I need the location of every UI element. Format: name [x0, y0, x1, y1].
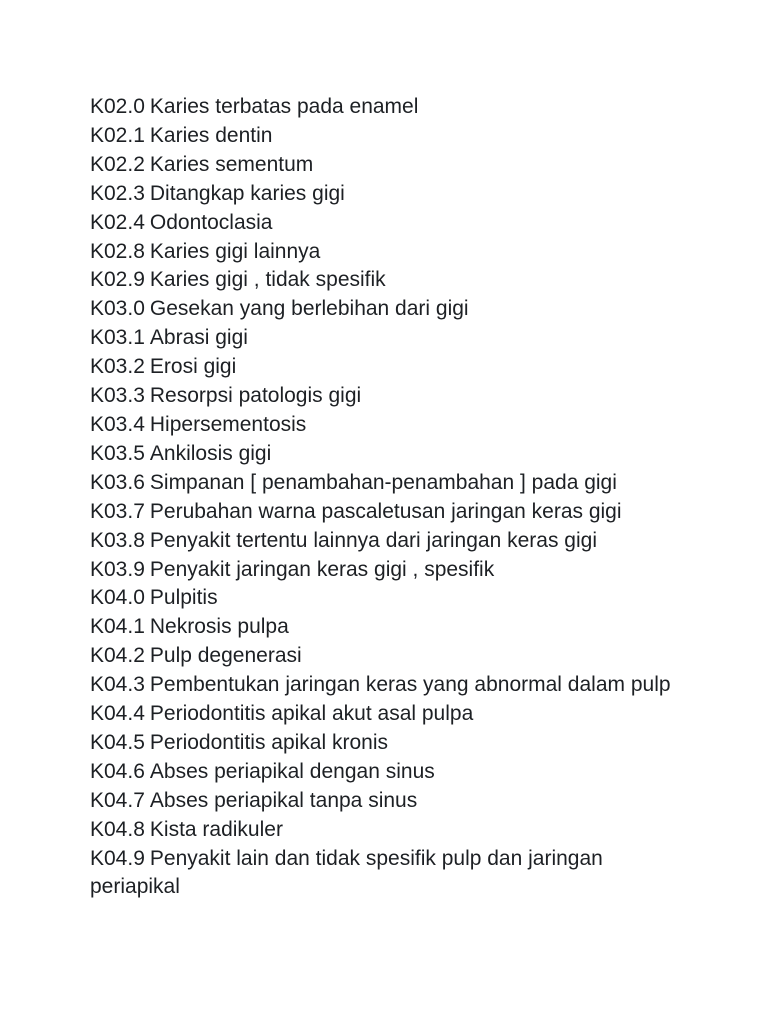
list-item: [90, 584, 680, 613]
entry-code: K03.6: [90, 470, 145, 494]
entry-code: K04.1: [90, 615, 145, 639]
entry-code: K04.4: [90, 702, 145, 726]
entry-code: K04.2: [90, 644, 145, 668]
entry-code: K02.0: [90, 95, 145, 118]
entry-label: Abses periapikal dengan sinus: [149, 759, 435, 783]
list-item: [90, 758, 680, 787]
entry-label: Pulp degenerasi: [149, 644, 302, 668]
entry-code: K03.3: [90, 384, 145, 408]
list-item: [90, 180, 680, 209]
list-item: [90, 671, 680, 700]
list-item: [90, 209, 680, 238]
list-item: [90, 295, 680, 324]
entry-code: K04.9: [90, 846, 145, 870]
entry-label: Karies sementum: [149, 152, 314, 176]
entry-code: K04.6: [90, 759, 145, 783]
entry-label: Simpanan [ penambahan-penambahan ] pada gigi: [149, 470, 617, 494]
list-item: [90, 353, 680, 382]
list-item: [90, 382, 680, 411]
entry-label: Pulpitis: [149, 586, 218, 610]
entry-label: Odontoclasia: [149, 210, 273, 234]
entry-label: Kista radikuler: [149, 817, 283, 841]
list-item: [90, 613, 680, 642]
entry-label: Perubahan warna pascaletusan jaringan keras gigi: [149, 499, 622, 523]
entry-code: K02.9: [90, 268, 145, 292]
entry-code: K04.3: [90, 673, 145, 697]
entry-label: Ankilosis gigi: [149, 441, 272, 465]
list-item: [90, 527, 680, 556]
entry-label: Karies gigi lainnya: [149, 239, 321, 263]
entry-code: K04.8: [90, 817, 145, 841]
entry-label: Karies dentin: [149, 123, 273, 147]
entry-code: K02.8: [90, 239, 145, 263]
entry-code: K02.2: [90, 152, 145, 176]
list-item: [90, 238, 680, 267]
entry-label: Karies terbatas pada enamel: [149, 95, 419, 118]
entry-label: Gesekan yang berlebihan dari gigi: [149, 297, 469, 321]
entry-label: Hipersementosis: [149, 412, 307, 436]
list-item: [90, 700, 680, 729]
entry-label: Abses periapikal tanpa sinus: [149, 788, 418, 812]
list-item: [90, 642, 680, 671]
entry-label: Periodontitis apikal kronis: [149, 730, 389, 754]
entry-code: K03.0: [90, 297, 145, 321]
entry-label: Penyakit tertentu lainnya dari jaringan keras gigi: [149, 528, 597, 552]
entry-label: Ditangkap karies gigi: [149, 181, 345, 205]
list-item: [90, 729, 680, 758]
list-item: [90, 498, 680, 527]
list-item: [90, 93, 680, 122]
entry-code: K03.7: [90, 499, 145, 523]
icd-code-list: [90, 93, 680, 902]
entry-label: Penyakit lain dan tidak spesifik pulp dan jaringan periapikal: [90, 846, 603, 899]
list-item: [90, 816, 680, 845]
entry-code: K03.9: [90, 557, 145, 581]
entry-label: Penyakit jaringan keras gigi , spesifik: [149, 557, 495, 581]
entry-code: K02.3: [90, 181, 145, 205]
list-item: [90, 440, 680, 469]
list-item: [90, 787, 680, 816]
entry-label: Abrasi gigi: [149, 326, 248, 350]
list-item: [90, 266, 680, 295]
list-item: [90, 469, 680, 498]
entry-code: K04.7: [90, 788, 145, 812]
entry-label: Periodontitis apikal akut asal pulpa: [149, 702, 474, 726]
entry-label: Resorpsi patologis gigi: [149, 384, 362, 408]
entry-code: K04.5: [90, 730, 145, 754]
entry-code: K03.4: [90, 412, 145, 436]
entry-code: K03.5: [90, 441, 145, 465]
entry-code: K02.4: [90, 210, 145, 234]
list-item: [90, 556, 680, 585]
entry-label: Pembentukan jaringan keras yang abnormal dalam pulp: [149, 673, 671, 697]
entry-code: K03.8: [90, 528, 145, 552]
list-item: [90, 411, 680, 440]
list-item: [90, 324, 680, 353]
entry-code: K04.0: [90, 586, 145, 610]
list-item: [90, 845, 680, 903]
list-item: [90, 122, 680, 151]
entry-code: K02.1: [90, 123, 145, 147]
entry-label: Nekrosis pulpa: [149, 615, 289, 639]
entry-code: K03.1: [90, 326, 145, 350]
entry-code: K03.2: [90, 355, 145, 379]
list-item: [90, 151, 680, 180]
entry-label: Karies gigi , tidak spesifik: [149, 268, 386, 292]
entry-label: Erosi gigi: [149, 355, 237, 379]
